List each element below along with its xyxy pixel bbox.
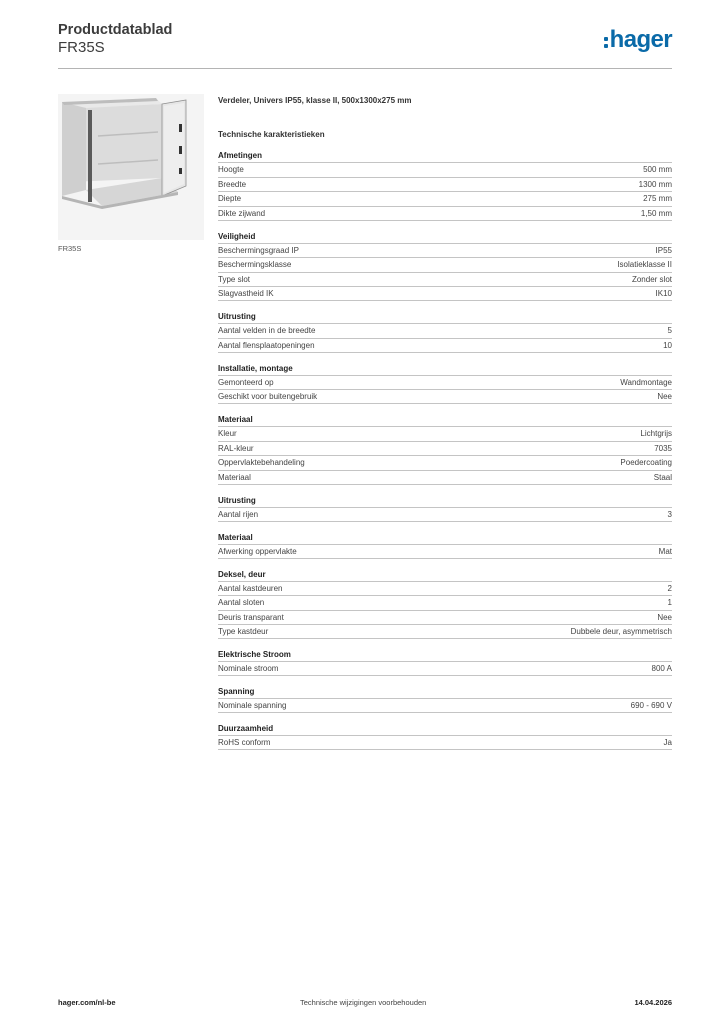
spec-label: RAL-kleur	[218, 443, 254, 453]
spec-value: 800 A	[651, 664, 672, 673]
document-title: Productdatablad	[58, 22, 173, 38]
spec-label: Beschermingsgraad IP	[218, 245, 299, 255]
spec-row	[218, 375, 672, 390]
spec-label: Diepte	[218, 194, 242, 203]
spec-row	[218, 206, 672, 221]
footer-disclaimer: Technische wijzigingen voorbehouden	[300, 998, 427, 1007]
spec-row	[218, 581, 672, 596]
spec-row	[218, 177, 672, 192]
spec-row	[218, 507, 672, 522]
spec-value: 3	[667, 509, 672, 519]
spec-label: Dikte zijwand	[218, 208, 266, 218]
spec-value: Lichtgrijs	[640, 429, 672, 438]
logo-dots-icon	[604, 37, 608, 48]
spec-group	[218, 531, 672, 559]
spec-value: 10	[663, 340, 672, 350]
spec-row	[218, 191, 672, 206]
spec-group	[218, 230, 672, 302]
spec-value: Isolatieklasse II	[617, 260, 672, 269]
spec-label: Nominale spanning	[218, 701, 287, 710]
product-description: Verdeler, Univers IP55, klasse II, 500x1300x275 mm	[218, 96, 412, 105]
spec-label: Type kastdeur	[218, 627, 269, 636]
spec-row	[218, 544, 672, 559]
spec-row	[218, 441, 672, 456]
spec-value: Poedercoating	[620, 458, 672, 467]
spec-label: Aantal kastdeuren	[218, 583, 283, 593]
spec-group-title: Uitrusting	[218, 312, 256, 321]
spec-value: 1,50 mm	[640, 208, 672, 218]
spec-row	[218, 610, 672, 625]
spec-group-title: Materiaal	[218, 532, 253, 542]
spec-group	[218, 685, 672, 713]
spec-row	[218, 272, 672, 287]
spec-row	[218, 455, 672, 470]
spec-group-title: Duurzaamheid	[218, 724, 274, 733]
image-caption: FR35S	[58, 244, 82, 253]
spec-group	[218, 362, 672, 405]
spec-label: Slagvastheid IK	[218, 289, 274, 298]
spec-row	[218, 389, 672, 404]
spec-row	[218, 323, 672, 338]
spec-row	[218, 595, 672, 610]
spec-label: Materiaal	[218, 472, 251, 482]
spec-value: 275 mm	[643, 194, 672, 203]
spec-value: Nee	[657, 392, 672, 401]
spec-row	[218, 624, 672, 639]
spec-group	[218, 494, 672, 522]
spec-label: Aantal flensplaatopeningen	[218, 340, 315, 350]
spec-value: 7035	[654, 443, 672, 453]
spec-value: Mat	[658, 546, 672, 556]
spec-value: Dubbele deur, asymmetrisch	[570, 627, 672, 636]
spec-row	[218, 257, 672, 272]
spec-group-title: Materiaal	[218, 415, 253, 424]
footer-date: 14.04.2026	[634, 998, 672, 1007]
spec-group	[218, 149, 672, 221]
spec-group-title: Uitrusting	[218, 495, 256, 505]
spec-value: 500 mm	[643, 165, 672, 174]
spec-label: Aantal velden in de breedte	[218, 326, 316, 335]
spec-label: Hoogte	[218, 165, 244, 174]
spec-label: Gemonteerd op	[218, 377, 274, 387]
spec-value: IK10	[655, 289, 672, 298]
spec-row	[218, 426, 672, 441]
spec-value: IP55	[655, 245, 672, 255]
spec-row	[218, 162, 672, 177]
spec-row	[218, 661, 672, 676]
spec-group-title: Veiligheid	[218, 231, 256, 241]
spec-label: Oppervlaktebehandeling	[218, 458, 305, 467]
spec-label: Geschikt voor buitengebruik	[218, 392, 318, 401]
spec-value: 5	[667, 326, 672, 335]
spec-value: 1	[667, 598, 672, 607]
spec-row	[218, 338, 672, 353]
spec-label: Breedte	[218, 179, 247, 189]
spec-group-title: Deksel, deur	[218, 569, 266, 579]
enclosure-illustration	[58, 94, 204, 240]
spec-value: Wandmontage	[620, 377, 672, 387]
logo-text: hager	[609, 26, 672, 53]
spec-group-title: Spanning	[218, 687, 255, 696]
footer-website-link[interactable]: hager.com/nl-be	[58, 998, 116, 1007]
spec-label: Type slot	[218, 274, 251, 284]
spec-group	[218, 568, 672, 640]
spec-group	[218, 413, 672, 485]
header-divider	[58, 68, 672, 69]
spec-value: Zonder slot	[631, 274, 672, 284]
spec-group	[218, 722, 672, 750]
spec-label: Kleur	[218, 429, 237, 438]
spec-group-title: Installatie, montage	[218, 363, 293, 373]
spec-groups	[218, 149, 672, 750]
spec-content	[218, 96, 672, 759]
spec-value: Nee	[657, 612, 672, 622]
spec-group	[218, 310, 672, 353]
section-title: Technische karakteristieken	[218, 130, 325, 139]
spec-value: Ja	[663, 738, 672, 747]
spec-value: Staal	[653, 472, 672, 482]
spec-label: Beschermingsklasse	[218, 260, 292, 269]
spec-group	[218, 648, 672, 676]
spec-row	[218, 698, 672, 713]
page-header	[58, 22, 672, 68]
hager-logo[interactable]	[604, 26, 672, 54]
spec-row	[218, 243, 672, 258]
product-image	[58, 94, 204, 240]
spec-row	[218, 735, 672, 750]
product-code: FR35S	[58, 39, 105, 56]
spec-group-title: Afmetingen	[218, 151, 262, 160]
spec-label: Nominale stroom	[218, 664, 279, 673]
spec-group-title: Elektrische Stroom	[218, 650, 291, 659]
spec-label: Aantal rijen	[218, 509, 259, 519]
spec-row	[218, 286, 672, 301]
spec-label: Aantal sloten	[218, 598, 265, 607]
spec-value: 2	[667, 583, 672, 593]
spec-row	[218, 470, 672, 485]
spec-value: 1300 mm	[638, 179, 672, 189]
spec-value: 690 - 690 V	[630, 701, 672, 710]
spec-label: Afwerking oppervlakte	[218, 546, 297, 556]
spec-label: RoHS conform	[218, 738, 271, 747]
spec-label: Deuris transparant	[218, 612, 284, 622]
